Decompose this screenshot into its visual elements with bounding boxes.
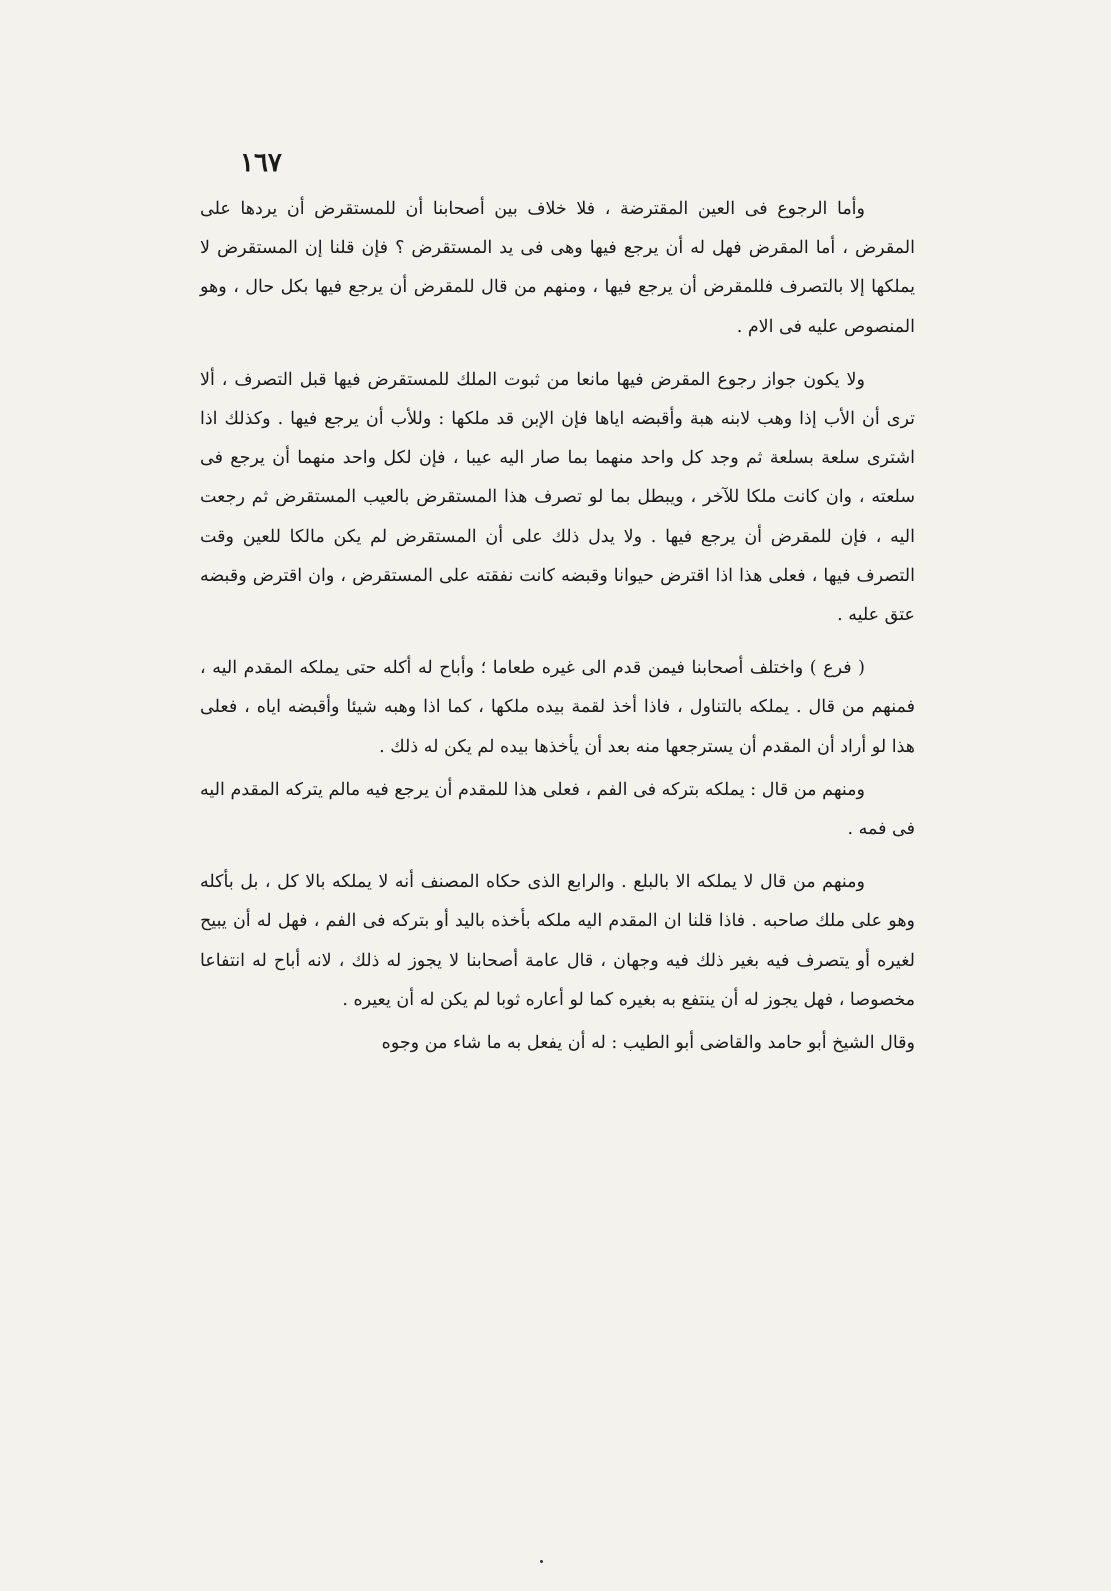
print-speck bbox=[540, 1560, 543, 1563]
paragraph-4: ومنهم من قال : يملكه بتركه فى الفم ، فعلى هذا للمقدم أن يرجع فيه مالم يتركه المقدم اليه فى فمه . bbox=[200, 779, 915, 840]
body-text bbox=[200, 190, 915, 1077]
paragraph-6: وقال الشيخ أبو حامد والقاضى أبو الطيب : له أن يفعل به ما شاء من وجوه bbox=[381, 1033, 915, 1054]
paragraph-1: وأما الرجوع فى العين المقترضة ، فلا خلاف بين أصحابنا أن للمستقرض أن يردها على المقرض ، أما المقرض فهل له أن يرجع فيها وهى فى يد المستقرض ؟ فإن قلنا إن المستقرض لا يملكها إلا بالتصرف فللمقرض أن يرجع فيها ، ومنهم من قال للمقرض أن يرجع فيها بكل حال ، وهو المنصوص عليه فى الام . bbox=[200, 199, 915, 337]
paragraph-5: ومنهم من قال لا يملكه الا بالبلع . والرابع الذى حكاه المصنف أنه لا يملكه بالا كل ، بل بأكله وهو على ملك صاحبه . فاذا قلنا ان المقدم اليه ملكه بأخذه باليد أو بتركه فى الفم ، فهل له أن يبيح لغيره أو يتصرف فيه بغير ذلك فيه وجهان ، قال عامة أصحابنا لا يجوز له ذلك ، لانه أباح له انتفاعا مخصوصا ، فهل يجوز له أن ينتفع به بغيره كما لو أعاره ثوبا لم يكن له أن يعيره . bbox=[200, 872, 915, 1010]
page-number: ١٦٧ bbox=[240, 148, 282, 178]
paragraph-3: ( فرع ) واختلف أصحابنا فيمن قدم الى غيره طعاما ؛ وأباح له أكله حتى يملكه المقدم اليه ، فمنهم من قال . يملكه بالتناول ، فاذا أخذ لقمة بيده ملكها ، كما اذا وهبه شيئا وأقبضه اياه ، فعلى هذا لو أراد أن المقدم أن يسترجعها منه بعد أن يأخذها بيده لم يكن له ذلك . bbox=[200, 658, 915, 757]
paragraph-2: ولا يكون جواز رجوع المقرض فيها مانعا من ثبوت الملك للمستقرض فيها قبل التصرف ، ألا ترى أن الأب إذا وهب لابنه هبة وأقبضه اياها فإن الإبن قد ملكها : وللأب أن يرجع فيها . وكذلك اذا اشترى سلعة بسلعة ثم وجد كل واحد منهما بما صار اليه عيبا ، فإن لكل واحد منهما أن يرجع فى سلعته ، وان كانت ملكا للآخر ، ويبطل بما لو تصرف هذا المستقرض بالعيب المستقرض ثم رجعت اليه ، فإن للمقرض أن يرجع فيها . ولا يدل ذلك على أن المستقرض لم يكن مالكا للعين وقت التصرف فيها ، فعلى هذا اذا اقترض حيوانا وقبضه كانت نفقته على المستقرض ، وان اقترض وقبضه عتق عليه . bbox=[200, 369, 915, 626]
